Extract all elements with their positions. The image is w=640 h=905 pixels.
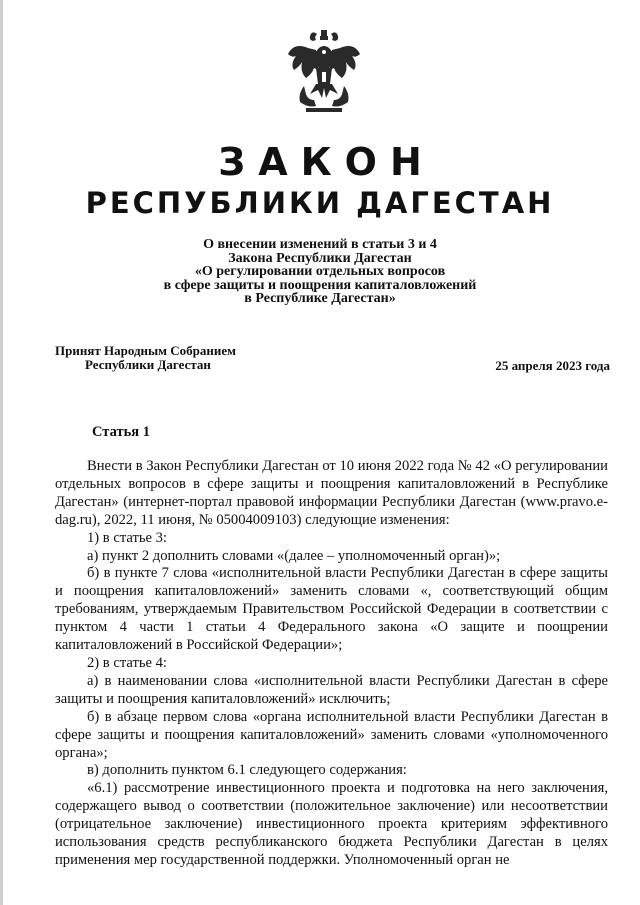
adopted-by-line: Республики Дагестан	[85, 357, 211, 372]
body-paragraph: а) в наименовании слова «исполнительной власти Республики Дагестан в сфере защиты и поощрения капиталовложений» исключить;	[55, 672, 608, 707]
body-paragraph: б) в пункте 7 слова «исполнительной власти Республики Дагестан в сфере защиты и поощрения капиталовложений» заменить словами «, соответствующий общим требованиям, утверждаемым Правительством Российской Федерации в соответствии с пунктом 4 части 1 статьи 4 Федерального закона «О защите и поощрении капиталовложений в Российской Федерации»;	[55, 565, 608, 654]
article-heading: Статья 1	[92, 424, 150, 440]
article-body	[55, 458, 608, 870]
law-title: ЗАКОН	[218, 140, 435, 184]
subtitle-line: в Республике Дагестан»	[244, 291, 396, 306]
body-paragraph: 1) в статье 3:	[87, 529, 167, 546]
adoption-date: 25 апреля 2023 года	[495, 358, 610, 373]
coat-of-arms-emblem	[286, 28, 362, 116]
subtitle-line: «О регулировании отдельных вопросов	[194, 264, 446, 279]
adopted-by-block	[55, 344, 295, 372]
subtitle-line: О внесении изменений в статьи 3 и 4	[203, 237, 437, 252]
subtitle-line: в сфере защиты и поощрения капиталовложений	[163, 277, 477, 293]
body-paragraph: «6.1) рассмотрение инвестиционного проекта и подготовка на него заключения, содержащего вывод о соответствии (положительное заключение) или несоответствии (отрицательное заключение) инвестиционного проекта критериям эффективного использования средств республиканского бюджета Республики Дагестан в целях применения мер государственной поддержки. Уполномоченный орган не	[55, 780, 608, 868]
adopted-by-line: Принят Народным Собранием	[55, 343, 237, 358]
law-subtitle	[100, 238, 540, 306]
republic-title: РЕСПУБЛИКИ ДАГЕСТАН	[85, 186, 555, 220]
body-paragraph: 2) в статье 4:	[87, 654, 167, 671]
body-paragraph: в) дополнить пунктом 6.1 следующего содержания:	[87, 762, 407, 779]
subtitle-line: Закона Республики Дагестан	[228, 250, 412, 266]
body-paragraph: б) в абзаце первом слова «органа исполнительной власти Республики Дагестан в сфере защиты и поощрения капиталовложений» заменить словами «уполномоченного органа»;	[55, 708, 608, 761]
body-paragraph: а) пункт 2 дополнить словами «(далее – уполномоченный орган)»;	[87, 547, 501, 564]
body-paragraph: Внести в Закон Республики Дагестан от 10 июня 2022 года № 42 «О регулировании отдельных вопросов в сфере защиты и поощрения капиталовложений в Республике Дагестан» (интернет-портал правовой информации Республики Дагестан (www.pravo.e-dag.ru), 2022, 11 июня, № 05004009103) следующие изменения:	[55, 458, 608, 528]
scan-edge	[0, 0, 3, 905]
